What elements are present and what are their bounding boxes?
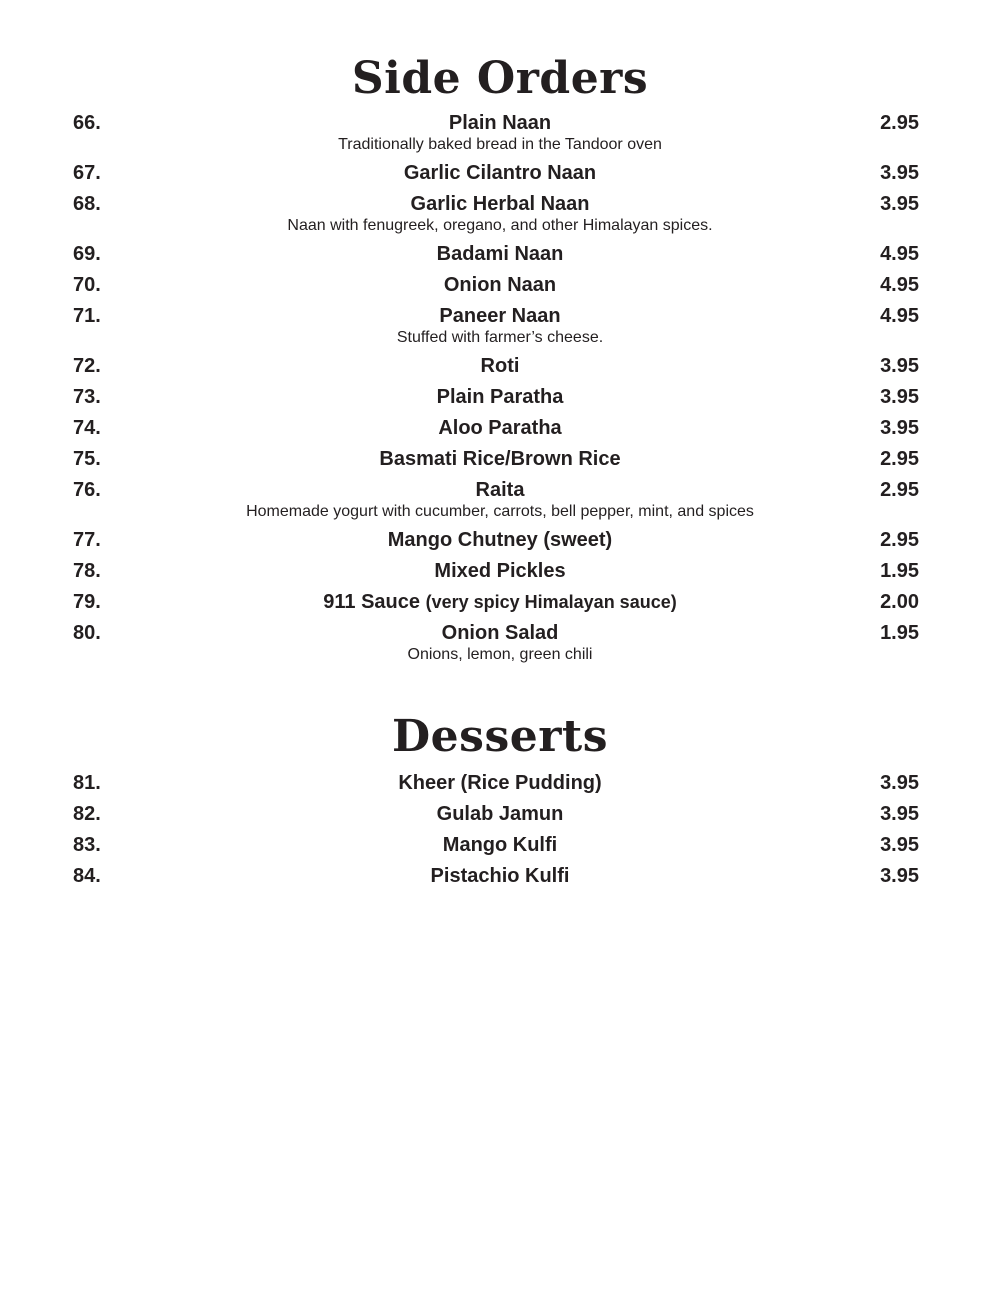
menu-item	[0, 352, 1000, 383]
menu-item	[0, 383, 1000, 414]
item-description: Stuffed with farmer’s cheese.	[396, 329, 604, 346]
item-name: Raita	[475, 479, 525, 501]
menu-item	[0, 800, 1000, 831]
item-price: 2.95	[880, 112, 919, 134]
item-number: 74.	[73, 417, 101, 439]
item-name: Mango Kulfi	[442, 834, 558, 856]
side-orders-title: Side Orders	[351, 53, 649, 104]
item-price: 1.95	[880, 560, 919, 582]
item-number: 68.	[73, 193, 101, 215]
item-name: Pistachio Kulfi	[430, 865, 570, 887]
menu-item	[0, 414, 1000, 445]
menu-item	[0, 862, 1000, 893]
menu-item	[0, 240, 1000, 271]
item-name: Gulab Jamun	[436, 803, 564, 825]
item-name: Plain Naan	[448, 112, 552, 134]
item-price: 3.95	[880, 865, 919, 887]
item-number: 81.	[73, 772, 101, 794]
item-number: 73.	[73, 386, 101, 408]
item-number: 66.	[73, 112, 101, 134]
menu-item	[0, 445, 1000, 476]
item-note: (very spicy Himalayan sauce)	[425, 592, 677, 612]
item-description: Traditionally baked bread in the Tandoor oven	[338, 136, 662, 153]
item-name	[150, 588, 850, 616]
item-price: 4.95	[880, 243, 919, 265]
item-price: 3.95	[880, 355, 919, 377]
desserts-title: Desserts	[392, 711, 608, 762]
item-name: Onion Salad	[441, 622, 559, 644]
item-number: 71.	[73, 305, 101, 327]
section-spacer	[0, 669, 1000, 713]
item-number: 75.	[73, 448, 101, 470]
item-name: Plain Paratha	[436, 386, 564, 408]
item-number: 83.	[73, 834, 101, 856]
menu-item	[0, 619, 1000, 650]
menu-item	[0, 831, 1000, 862]
item-number: 69.	[73, 243, 101, 265]
item-name: Mixed Pickles	[434, 560, 566, 582]
menu-item	[0, 109, 1000, 140]
menu-item	[0, 588, 1000, 619]
item-number: 82.	[73, 803, 101, 825]
item-price: 2.95	[880, 529, 919, 551]
item-name: Badami Naan	[436, 243, 564, 265]
item-name: Onion Naan	[443, 274, 557, 296]
item-price: 3.95	[880, 417, 919, 439]
item-number: 72.	[73, 355, 101, 377]
item-price: 4.95	[880, 274, 919, 296]
item-name: Garlic Cilantro Naan	[403, 162, 597, 184]
item-name: Paneer Naan	[439, 305, 561, 327]
item-description: Naan with fenugreek, oregano, and other Himalayan spices.	[287, 217, 713, 234]
item-name: Aloo Paratha	[438, 417, 562, 439]
item-number: 80.	[73, 622, 101, 644]
menu-item	[0, 476, 1000, 507]
desserts-list	[0, 769, 1000, 893]
item-number: 84.	[73, 865, 101, 887]
menu-item	[0, 769, 1000, 800]
item-price: 3.95	[880, 834, 919, 856]
item-description: Homemade yogurt with cucumber, carrots, bell pepper, mint, and spices	[246, 503, 754, 520]
item-name-text: 911 Sauce	[323, 591, 421, 613]
side-orders-list	[0, 109, 1000, 669]
item-price: 3.95	[880, 386, 919, 408]
menu-item	[0, 159, 1000, 190]
menu-item	[0, 271, 1000, 302]
menu-item	[0, 302, 1000, 333]
item-price: 2.00	[880, 591, 919, 613]
item-number: 76.	[73, 479, 101, 501]
item-price: 3.95	[880, 162, 919, 184]
item-price: 2.95	[880, 479, 919, 501]
item-price: 4.95	[880, 305, 919, 327]
menu-item	[0, 190, 1000, 221]
item-number: 79.	[73, 591, 101, 613]
item-number: 67.	[73, 162, 101, 184]
item-price: 1.95	[880, 622, 919, 644]
item-price: 2.95	[880, 448, 919, 470]
menu-item	[0, 557, 1000, 588]
item-price: 3.95	[880, 803, 919, 825]
menu-item	[0, 526, 1000, 557]
item-name: Roti	[480, 355, 520, 377]
item-number: 78.	[73, 560, 101, 582]
item-price: 3.95	[880, 193, 919, 215]
item-name: Mango Chutney (sweet)	[387, 529, 613, 551]
item-price: 3.95	[880, 772, 919, 794]
item-number: 70.	[73, 274, 101, 296]
item-name: Garlic Herbal Naan	[410, 193, 590, 215]
item-number: 77.	[73, 529, 101, 551]
item-name: Kheer (Rice Pudding)	[398, 772, 602, 794]
item-name: Basmati Rice/Brown Rice	[379, 448, 621, 470]
item-description: Onions, lemon, green chili	[407, 646, 593, 663]
